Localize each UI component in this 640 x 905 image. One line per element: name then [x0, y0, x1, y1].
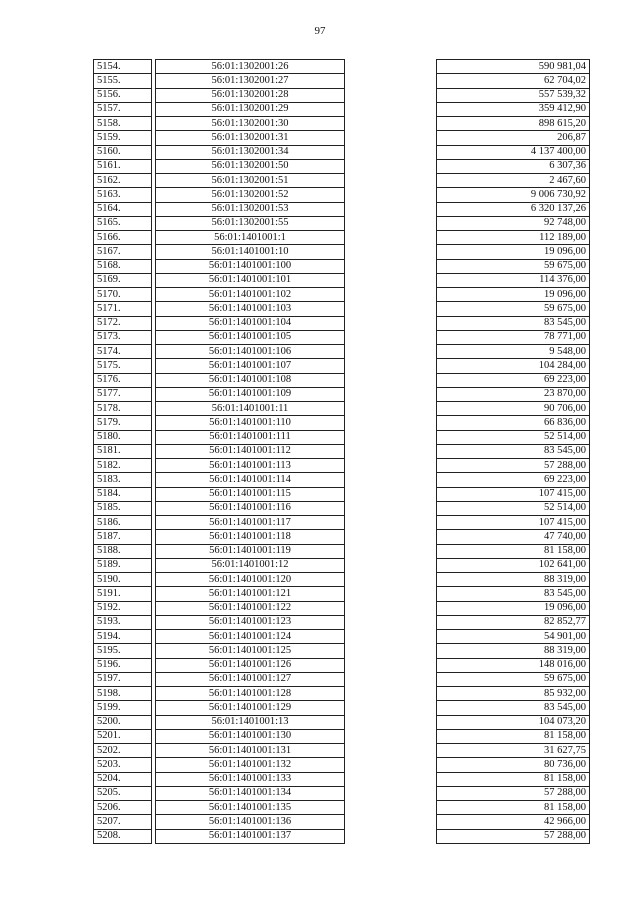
- table-row: [94, 487, 590, 501]
- column-gap: [345, 273, 437, 287]
- row-number-cell: 5167.: [94, 245, 152, 259]
- cadastral-value-cell: 47 740,00: [437, 530, 590, 544]
- column-gap: [345, 345, 437, 359]
- cadastral-number-cell: 56:01:1401001:13: [156, 715, 345, 729]
- row-number-cell: 5206.: [94, 801, 152, 815]
- cadastral-number-cell: 56:01:1401001:102: [156, 288, 345, 302]
- cadastral-value-cell: 88 319,00: [437, 644, 590, 658]
- column-gap: [345, 801, 437, 815]
- row-number-cell: 5170.: [94, 288, 152, 302]
- row-number-cell: 5176.: [94, 373, 152, 387]
- cadastral-value-cell: 92 748,00: [437, 216, 590, 230]
- column-gap: [345, 630, 437, 644]
- table-row: [94, 373, 590, 387]
- cadastral-number-cell: 56:01:1401001:115: [156, 487, 345, 501]
- table-row: [94, 544, 590, 558]
- table-row: [94, 430, 590, 444]
- column-gap: [345, 501, 437, 515]
- cadastral-value-cell: 83 545,00: [437, 444, 590, 458]
- cadastral-value-cell: 9 006 730,92: [437, 188, 590, 202]
- cadastral-number-cell: 56:01:1401001:116: [156, 501, 345, 515]
- cadastral-value-cell: 112 189,00: [437, 231, 590, 245]
- cadastral-value-cell: 62 704,02: [437, 74, 590, 88]
- column-gap: [345, 74, 437, 88]
- cadastral-number-cell: 56:01:1401001:133: [156, 772, 345, 786]
- cadastral-value-cell: 557 539,32: [437, 88, 590, 102]
- cadastral-value-cell: 23 870,00: [437, 387, 590, 401]
- row-number-cell: 5183.: [94, 473, 152, 487]
- table-row: [94, 316, 590, 330]
- row-number-cell: 5188.: [94, 544, 152, 558]
- cadastral-number-cell: 56:01:1401001:137: [156, 829, 345, 843]
- column-gap: [345, 330, 437, 344]
- cadastral-number-cell: 56:01:1302001:28: [156, 88, 345, 102]
- cadastral-value-cell: 31 627,75: [437, 744, 590, 758]
- cadastral-value-cell: 52 514,00: [437, 501, 590, 515]
- row-number-cell: 5196.: [94, 658, 152, 672]
- row-number-cell: 5204.: [94, 772, 152, 786]
- table-row: [94, 701, 590, 715]
- cadastral-number-cell: 56:01:1401001:122: [156, 601, 345, 615]
- cadastral-value-cell: 359 412,90: [437, 102, 590, 116]
- column-gap: [345, 88, 437, 102]
- cadastral-number-cell: 56:01:1401001:136: [156, 815, 345, 829]
- row-number-cell: 5174.: [94, 345, 152, 359]
- row-number-cell: 5203.: [94, 758, 152, 772]
- row-number-cell: 5169.: [94, 273, 152, 287]
- column-gap: [345, 459, 437, 473]
- cadastral-value-cell: 107 415,00: [437, 487, 590, 501]
- table-row: [94, 573, 590, 587]
- table-row: [94, 687, 590, 701]
- cadastral-value-cell: 52 514,00: [437, 430, 590, 444]
- cadastral-value-cell: 78 771,00: [437, 330, 590, 344]
- table-row: [94, 615, 590, 629]
- cadastral-number-cell: 56:01:1401001:130: [156, 729, 345, 743]
- column-gap: [345, 231, 437, 245]
- table-row: [94, 159, 590, 173]
- cadastral-number-cell: 56:01:1302001:26: [156, 60, 345, 74]
- cadastral-number-cell: 56:01:1401001:131: [156, 744, 345, 758]
- table-row: [94, 302, 590, 316]
- table-row: [94, 729, 590, 743]
- table-row: [94, 473, 590, 487]
- column-gap: [345, 815, 437, 829]
- cadastral-value-cell: 19 096,00: [437, 288, 590, 302]
- table-row: [94, 174, 590, 188]
- table-row: [94, 772, 590, 786]
- row-number-cell: 5191.: [94, 587, 152, 601]
- table-row: [94, 387, 590, 401]
- row-number-cell: 5189.: [94, 558, 152, 572]
- row-number-cell: 5205.: [94, 786, 152, 800]
- row-number-cell: 5165.: [94, 216, 152, 230]
- column-gap: [345, 302, 437, 316]
- cadastral-number-cell: 56:01:1401001:120: [156, 573, 345, 587]
- table-row: [94, 630, 590, 644]
- table-row: [94, 60, 590, 74]
- cadastral-value-cell: 81 158,00: [437, 544, 590, 558]
- row-number-cell: 5168.: [94, 259, 152, 273]
- table-row: [94, 145, 590, 159]
- table-row: [94, 416, 590, 430]
- cadastral-value-cell: 57 288,00: [437, 459, 590, 473]
- table-row: [94, 188, 590, 202]
- cadastral-number-cell: 56:01:1401001:114: [156, 473, 345, 487]
- row-number-cell: 5185.: [94, 501, 152, 515]
- cadastral-number-cell: 56:01:1401001:119: [156, 544, 345, 558]
- row-number-cell: 5195.: [94, 644, 152, 658]
- table-row: [94, 402, 590, 416]
- table-row: [94, 558, 590, 572]
- column-gap: [345, 202, 437, 216]
- column-gap: [345, 359, 437, 373]
- column-gap: [345, 601, 437, 615]
- cadastral-value-cell: 9 548,00: [437, 345, 590, 359]
- column-gap: [345, 145, 437, 159]
- cadastral-number-cell: 56:01:1401001:132: [156, 758, 345, 772]
- column-gap: [345, 786, 437, 800]
- cadastral-value-cell: 206,87: [437, 131, 590, 145]
- cadastral-value-cell: 19 096,00: [437, 601, 590, 615]
- column-gap: [345, 117, 437, 131]
- cadastral-value-cell: 42 966,00: [437, 815, 590, 829]
- row-number-cell: 5161.: [94, 159, 152, 173]
- table-row: [94, 202, 590, 216]
- row-number-cell: 5160.: [94, 145, 152, 159]
- column-gap: [345, 430, 437, 444]
- row-number-cell: 5163.: [94, 188, 152, 202]
- cadastral-value-cell: 57 288,00: [437, 786, 590, 800]
- cadastral-value-cell: 83 545,00: [437, 316, 590, 330]
- cadastral-value-cell: 83 545,00: [437, 701, 590, 715]
- column-gap: [345, 558, 437, 572]
- row-number-cell: 5180.: [94, 430, 152, 444]
- column-gap: [345, 102, 437, 116]
- row-number-cell: 5157.: [94, 102, 152, 116]
- table-row: [94, 516, 590, 530]
- table-row: [94, 658, 590, 672]
- cadastral-number-cell: 56:01:1302001:53: [156, 202, 345, 216]
- column-gap: [345, 473, 437, 487]
- cadastral-value-cell: 59 675,00: [437, 672, 590, 686]
- cadastral-number-cell: 56:01:1401001:128: [156, 687, 345, 701]
- row-number-cell: 5184.: [94, 487, 152, 501]
- table-row: [94, 758, 590, 772]
- cadastral-value-cell: 898 615,20: [437, 117, 590, 131]
- column-gap: [345, 131, 437, 145]
- column-gap: [345, 744, 437, 758]
- row-number-cell: 5202.: [94, 744, 152, 758]
- cadastral-number-cell: 56:01:1401001:127: [156, 672, 345, 686]
- row-number-cell: 5173.: [94, 330, 152, 344]
- cadastral-value-cell: 6 307,36: [437, 159, 590, 173]
- row-number-cell: 5155.: [94, 74, 152, 88]
- table-row: [94, 672, 590, 686]
- table-row: [94, 359, 590, 373]
- cadastral-number-cell: 56:01:1401001:135: [156, 801, 345, 815]
- row-number-cell: 5192.: [94, 601, 152, 615]
- table-row: [94, 131, 590, 145]
- table-row: [94, 501, 590, 515]
- cadastral-number-cell: 56:01:1302001:34: [156, 145, 345, 159]
- cadastral-value-cell: 80 736,00: [437, 758, 590, 772]
- table-row: [94, 786, 590, 800]
- row-number-cell: 5177.: [94, 387, 152, 401]
- column-gap: [345, 288, 437, 302]
- page-number: 97: [314, 25, 326, 37]
- cadastral-number-cell: 56:01:1401001:118: [156, 530, 345, 544]
- cadastral-value-cell: 85 932,00: [437, 687, 590, 701]
- cadastral-value-cell: 81 158,00: [437, 729, 590, 743]
- cadastral-value-cell: 54 901,00: [437, 630, 590, 644]
- cadastral-number-cell: 56:01:1401001:103: [156, 302, 345, 316]
- table-row: [94, 231, 590, 245]
- cadastral-value-cell: 6 320 137,26: [437, 202, 590, 216]
- cadastral-number-cell: 56:01:1401001:124: [156, 630, 345, 644]
- cadastral-value-cell: 148 016,00: [437, 658, 590, 672]
- table-row: [94, 744, 590, 758]
- row-number-cell: 5193.: [94, 615, 152, 629]
- cadastral-number-cell: 56:01:1302001:30: [156, 117, 345, 131]
- cadastral-value-cell: 59 675,00: [437, 259, 590, 273]
- cadastral-number-cell: 56:01:1401001:104: [156, 316, 345, 330]
- column-gap: [345, 672, 437, 686]
- cadastral-value-cell: 57 288,00: [437, 829, 590, 843]
- column-gap: [345, 772, 437, 786]
- cadastral-value-table: [93, 59, 590, 844]
- column-gap: [345, 174, 437, 188]
- table-row: [94, 444, 590, 458]
- row-number-cell: 5175.: [94, 359, 152, 373]
- cadastral-value-cell: 114 376,00: [437, 273, 590, 287]
- cadastral-number-cell: 56:01:1401001:12: [156, 558, 345, 572]
- cadastral-number-cell: 56:01:1401001:125: [156, 644, 345, 658]
- cadastral-number-cell: 56:01:1401001:105: [156, 330, 345, 344]
- cadastral-value-cell: 88 319,00: [437, 573, 590, 587]
- column-gap: [345, 402, 437, 416]
- column-gap: [345, 758, 437, 772]
- cadastral-number-cell: 56:01:1401001:112: [156, 444, 345, 458]
- cadastral-value-cell: 69 223,00: [437, 473, 590, 487]
- cadastral-number-cell: 56:01:1302001:51: [156, 174, 345, 188]
- column-gap: [345, 615, 437, 629]
- column-gap: [345, 658, 437, 672]
- cadastral-number-cell: 56:01:1401001:123: [156, 615, 345, 629]
- column-gap: [345, 516, 437, 530]
- cadastral-number-cell: 56:01:1401001:101: [156, 273, 345, 287]
- row-number-cell: 5181.: [94, 444, 152, 458]
- cadastral-number-cell: 56:01:1401001:110: [156, 416, 345, 430]
- cadastral-value-cell: 83 545,00: [437, 587, 590, 601]
- table-row: [94, 245, 590, 259]
- column-gap: [345, 259, 437, 273]
- column-gap: [345, 544, 437, 558]
- row-number-cell: 5166.: [94, 231, 152, 245]
- column-gap: [345, 216, 437, 230]
- column-gap: [345, 715, 437, 729]
- column-gap: [345, 701, 437, 715]
- row-number-cell: 5201.: [94, 729, 152, 743]
- cadastral-number-cell: 56:01:1302001:50: [156, 159, 345, 173]
- row-number-cell: 5158.: [94, 117, 152, 131]
- cadastral-value-cell: 107 415,00: [437, 516, 590, 530]
- row-number-cell: 5187.: [94, 530, 152, 544]
- table-row: [94, 644, 590, 658]
- cadastral-value-cell: 90 706,00: [437, 402, 590, 416]
- row-number-cell: 5156.: [94, 88, 152, 102]
- row-number-cell: 5162.: [94, 174, 152, 188]
- row-number-cell: 5194.: [94, 630, 152, 644]
- cadastral-value-cell: 4 137 400,00: [437, 145, 590, 159]
- cadastral-number-cell: 56:01:1302001:31: [156, 131, 345, 145]
- table-row: [94, 102, 590, 116]
- row-number-cell: 5182.: [94, 459, 152, 473]
- table-row: [94, 601, 590, 615]
- column-gap: [345, 530, 437, 544]
- cadastral-value-cell: 81 158,00: [437, 772, 590, 786]
- row-number-cell: 5208.: [94, 829, 152, 843]
- table-row: [94, 345, 590, 359]
- row-number-cell: 5171.: [94, 302, 152, 316]
- column-gap: [345, 644, 437, 658]
- column-gap: [345, 829, 437, 843]
- cadastral-number-cell: 56:01:1302001:27: [156, 74, 345, 88]
- column-gap: [345, 444, 437, 458]
- cadastral-value-cell: 66 836,00: [437, 416, 590, 430]
- column-gap: [345, 729, 437, 743]
- row-number-cell: 5159.: [94, 131, 152, 145]
- table-row: [94, 74, 590, 88]
- cadastral-number-cell: 56:01:1401001:100: [156, 259, 345, 273]
- row-number-cell: 5200.: [94, 715, 152, 729]
- cadastral-number-cell: 56:01:1302001:55: [156, 216, 345, 230]
- column-gap: [345, 587, 437, 601]
- cadastral-number-cell: 56:01:1401001:126: [156, 658, 345, 672]
- cadastral-number-cell: 56:01:1401001:11: [156, 402, 345, 416]
- row-number-cell: 5172.: [94, 316, 152, 330]
- cadastral-number-cell: 56:01:1401001:117: [156, 516, 345, 530]
- column-gap: [345, 416, 437, 430]
- table-row: [94, 530, 590, 544]
- table-row: [94, 117, 590, 131]
- row-number-cell: 5179.: [94, 416, 152, 430]
- row-number-cell: 5207.: [94, 815, 152, 829]
- table-row: [94, 715, 590, 729]
- cadastral-value-cell: 69 223,00: [437, 373, 590, 387]
- column-gap: [345, 60, 437, 74]
- cadastral-value-cell: 19 096,00: [437, 245, 590, 259]
- row-number-cell: 5186.: [94, 516, 152, 530]
- column-gap: [345, 245, 437, 259]
- cadastral-number-cell: 56:01:1401001:106: [156, 345, 345, 359]
- cadastral-number-cell: 56:01:1302001:52: [156, 188, 345, 202]
- cadastral-value-cell: 2 467,60: [437, 174, 590, 188]
- column-gap: [345, 487, 437, 501]
- cadastral-value-cell: 102 641,00: [437, 558, 590, 572]
- column-gap: [345, 687, 437, 701]
- table-row: [94, 273, 590, 287]
- row-number-cell: 5154.: [94, 60, 152, 74]
- table-row: [94, 259, 590, 273]
- table-row: [94, 330, 590, 344]
- table-row: [94, 829, 590, 843]
- cadastral-number-cell: 56:01:1401001:111: [156, 430, 345, 444]
- cadastral-number-cell: 56:01:1401001:134: [156, 786, 345, 800]
- cadastral-value-cell: 59 675,00: [437, 302, 590, 316]
- row-number-cell: 5198.: [94, 687, 152, 701]
- cadastral-value-cell: 82 852,77: [437, 615, 590, 629]
- cadastral-value-cell: 590 981,04: [437, 60, 590, 74]
- cadastral-value-cell: 104 284,00: [437, 359, 590, 373]
- table-row: [94, 216, 590, 230]
- column-gap: [345, 188, 437, 202]
- table-row: [94, 815, 590, 829]
- column-gap: [345, 373, 437, 387]
- column-gap: [345, 387, 437, 401]
- table-row: [94, 288, 590, 302]
- table-row: [94, 587, 590, 601]
- table-row: [94, 459, 590, 473]
- row-number-cell: 5199.: [94, 701, 152, 715]
- row-number-cell: 5190.: [94, 573, 152, 587]
- row-number-cell: 5197.: [94, 672, 152, 686]
- table-row: [94, 801, 590, 815]
- column-gap: [345, 316, 437, 330]
- row-number-cell: 5178.: [94, 402, 152, 416]
- cadastral-number-cell: 56:01:1401001:109: [156, 387, 345, 401]
- cadastral-number-cell: 56:01:1401001:107: [156, 359, 345, 373]
- column-gap: [345, 573, 437, 587]
- cadastral-number-cell: 56:01:1401001:10: [156, 245, 345, 259]
- cadastral-number-cell: 56:01:1401001:129: [156, 701, 345, 715]
- cadastral-number-cell: 56:01:1401001:121: [156, 587, 345, 601]
- row-number-cell: 5164.: [94, 202, 152, 216]
- cadastral-number-cell: 56:01:1401001:1: [156, 231, 345, 245]
- cadastral-number-cell: 56:01:1401001:108: [156, 373, 345, 387]
- cadastral-value-cell: 104 073,20: [437, 715, 590, 729]
- column-gap: [345, 159, 437, 173]
- table-row: [94, 88, 590, 102]
- cadastral-number-cell: 56:01:1401001:113: [156, 459, 345, 473]
- cadastral-value-cell: 81 158,00: [437, 801, 590, 815]
- cadastral-number-cell: 56:01:1302001:29: [156, 102, 345, 116]
